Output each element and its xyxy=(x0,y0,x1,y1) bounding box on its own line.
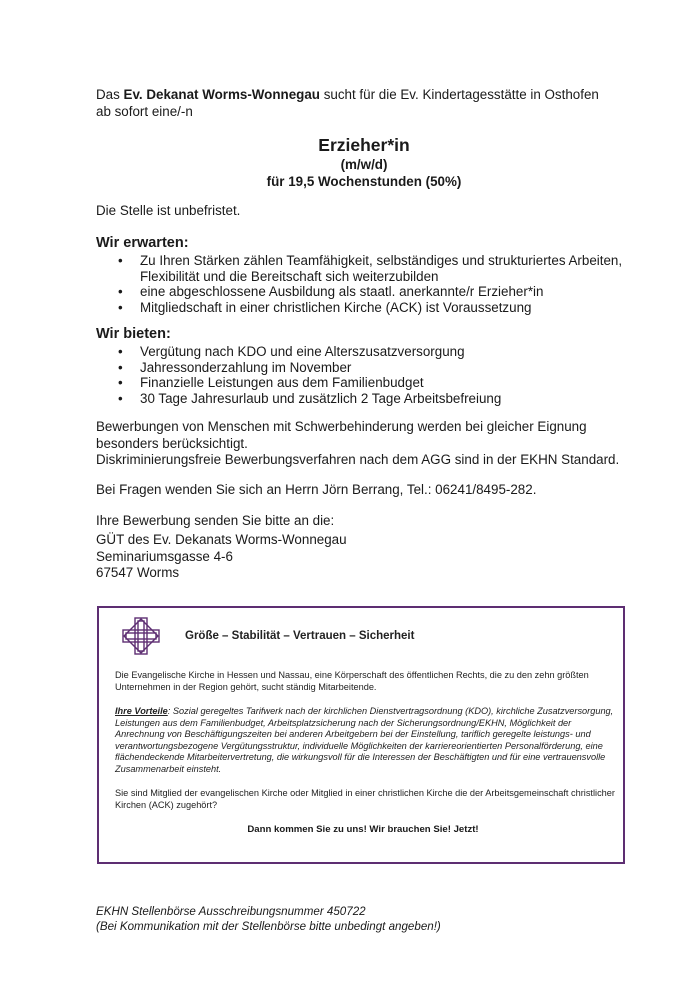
offer-heading: Wir bieten: xyxy=(96,326,171,342)
address-block xyxy=(96,532,636,582)
agg-note: Diskriminierungsfreie Bewerbungsverfahren nach dem AGG sind in der EKHN Standard. xyxy=(96,452,620,467)
bullet-icon: • xyxy=(118,359,123,375)
job-title-block xyxy=(96,134,632,190)
list-item xyxy=(96,360,636,376)
box-cta: Dann kommen Sie zu uns! Wir brauchen Sie! Jetzt! xyxy=(247,824,479,835)
apply-intro: Ihre Bewerbung senden Sie bitte an die: xyxy=(96,513,335,528)
permanent-note: Die Stelle ist unbefristet. xyxy=(96,203,241,218)
list-item-text: 30 Tage Jahresurlaub und zusätzlich 2 Tage Arbeitsbefreiung xyxy=(140,390,502,406)
list-item-text: Jahressonderzahlung im November xyxy=(140,359,352,375)
list-item xyxy=(96,391,636,407)
list-item-text: Vergütung nach KDO und eine Alterszusatzversorgung xyxy=(140,344,465,359)
address-line: 67547 Worms xyxy=(96,565,180,580)
list-item-text: eine abgeschlossene Ausbildung als staatl. anerkannte/r Erzieher*in xyxy=(140,284,544,299)
job-gender: (m/w/d) xyxy=(340,157,388,172)
ekhn-info-box xyxy=(97,606,625,864)
job-hours: für 19,5 Wochenstunden (50%) xyxy=(266,174,462,189)
bullet-icon: • xyxy=(118,344,123,359)
intro-org-name: Ev. Dekanat Worms-Wonnegau xyxy=(123,87,320,102)
intro-suffix: sucht für die Ev. Kindertagesstätte in Osthofen ab sofort eine/-n xyxy=(96,87,599,119)
list-item-text: Zu Ihren Stärken zählen Teamfähigkeit, selbständiges und strukturiertes Arbeiten, Flexibilität und die Bereitschaft sich weiterzubilden xyxy=(140,253,623,284)
intro-paragraph xyxy=(96,86,616,120)
footer-note xyxy=(96,905,616,934)
disability-note: Bewerbungen von Menschen mit Schwerbehinderung werden bei gleicher Eignung besonders berücksichtigt. xyxy=(96,419,587,451)
list-item xyxy=(96,344,636,360)
list-item-text: Mitgliedschaft in einer christlichen Kirche (ACK) ist Voraussetzung xyxy=(140,299,532,315)
bullet-icon: • xyxy=(118,253,123,268)
list-item-text: Finanzielle Leistungen aus dem Familienbudget xyxy=(140,375,424,390)
list-item xyxy=(96,253,636,284)
job-title: Erzieher*in xyxy=(318,135,410,155)
footer-hint: (Bei Kommunikation mit der Stellenbörse bitte unbedingt angeben!) xyxy=(96,919,441,933)
benefits-label: Ihre Vorteile xyxy=(115,706,168,716)
expect-list xyxy=(96,253,636,315)
ekhn-cross-logo-icon xyxy=(121,616,161,656)
expect-section xyxy=(96,234,636,315)
list-item xyxy=(96,284,636,300)
list-item xyxy=(96,375,636,391)
offer-list xyxy=(96,344,636,406)
intro-prefix: Das xyxy=(96,87,124,102)
address-line: GÜT des Ev. Dekanats Worms-Wonnegau xyxy=(96,532,347,547)
benefits-text: : Sozial geregeltes Tarifwerk nach der kirchlichen Dienstvertragsordnung (KDO), kirchliche Zusatzversorgung, Leistungen aus dem Familienbudget, Arbeitsplatzsicherung nach der Sicherungsordnung/EKHN, Möglichkeit der Anrechnung von Beschäftigungszeiten bei anderen Arbeitgebern bei der Einstellung, tariflich geregelte leistungs- und verantwortungsbezogene Vergütungsstruktur, individuelle Möglichkeiten der karriereorientierten Personalförderung, eine flächendeckende Mitarbeitervertretung, die wirkungsvoll für die Interessen der Beschäftigten und für eine vertrauensvolle Zusammenarbeit einsteht. xyxy=(115,706,614,774)
address-line: Seminariumsgasse 4-6 xyxy=(96,548,233,564)
bullet-icon: • xyxy=(118,299,123,315)
footer-reference: EKHN Stellenbörse Ausschreibungsnummer 450722 xyxy=(96,905,366,918)
box-benefits xyxy=(115,706,615,776)
bullet-icon: • xyxy=(118,284,123,299)
ekhn-cross-logo-svg xyxy=(121,616,161,656)
offer-section xyxy=(96,325,636,406)
list-item xyxy=(96,300,636,316)
bullet-icon: • xyxy=(118,390,123,406)
box-question: Sie sind Mitglied der evangelischen Kirche oder Mitglied in einer christlichen Kirche die der Arbeitsgemeinschaft christlicher Kirchen (ACK) zugehört? xyxy=(115,788,615,810)
box-about: Die Evangelische Kirche in Hessen und Nassau, eine Körperschaft des öffentlichen Rechts, die zu den zehn größten Unternehmen in der Region gehört, sucht ständig Mitarbeitende. xyxy=(115,670,589,692)
bullet-icon: • xyxy=(118,375,123,390)
contact-note: Bei Fragen wenden Sie sich an Herrn Jörn Berrang, Tel.: 06241/8495-282. xyxy=(96,482,537,497)
box-slogan: Größe – Stabilität – Vertrauen – Sicherheit xyxy=(185,630,415,642)
expect-heading: Wir erwarten: xyxy=(96,235,189,251)
